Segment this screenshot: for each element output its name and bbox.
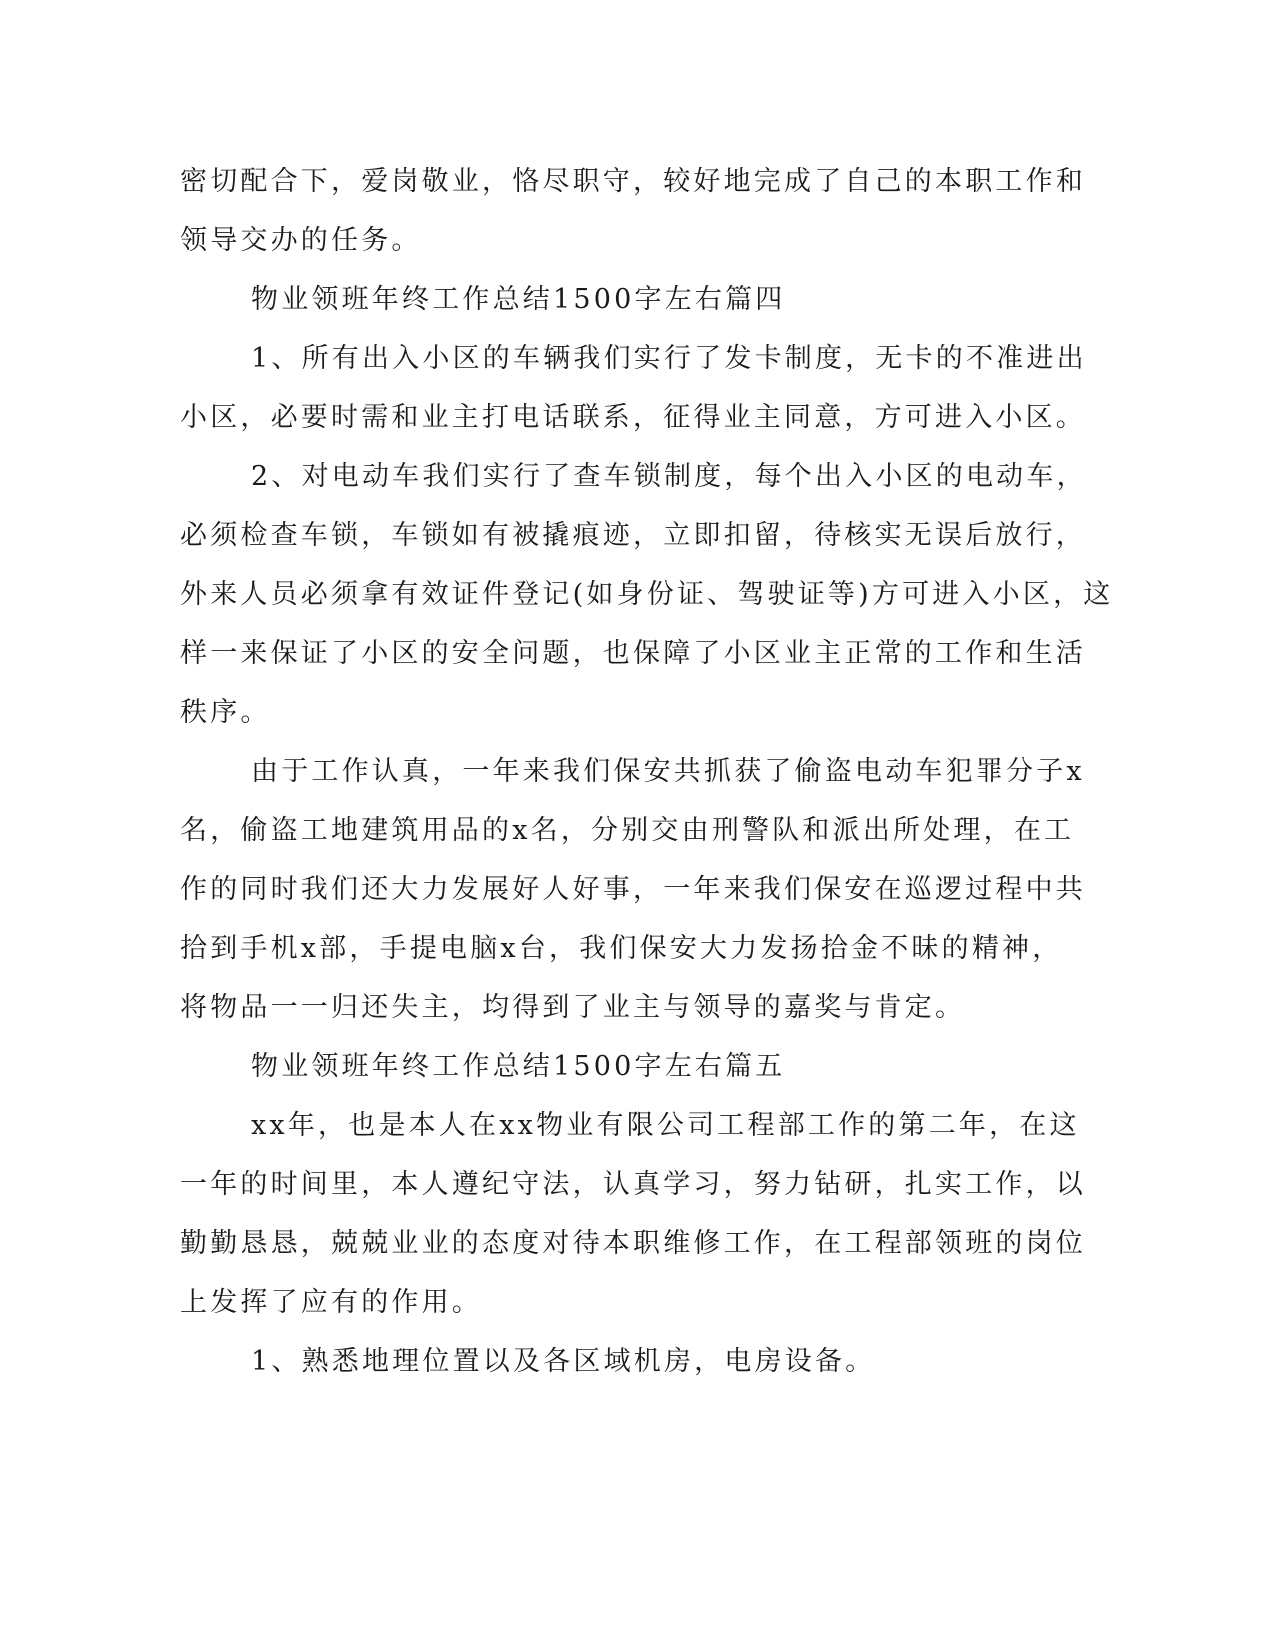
- text-line: 2、对电动车我们实行了查车锁制度，每个出入小区的电动车，: [251, 461, 1087, 492]
- text-line: 上发挥了应有的作用。: [180, 1287, 482, 1318]
- document-body: [180, 152, 1114, 1391]
- text-line: 1、熟悉地理位置以及各区域机房，电房设备。: [251, 1346, 876, 1377]
- text-line: 一年的时间里，本人遵纪守法，认真学习，努力钻研，扎实工作，以: [180, 1169, 1086, 1200]
- text-line: 1、所有出入小区的车辆我们实行了发卡制度，无卡的不准进出: [251, 343, 1087, 374]
- text-line: 样一来保证了小区的安全问题，也保障了小区业主正常的工作和生活: [180, 638, 1086, 669]
- text-line: 小区，必要时需和业主打电话联系，征得业主同意，方可进入小区。: [180, 402, 1086, 433]
- text-line: 由于工作认真，一年来我们保安共抓获了偷盗电动车犯罪分子x: [251, 756, 1085, 787]
- text-line: 外来人员必须拿有效证件登记(如身份证、驾驶证等)方可进入小区，这: [180, 579, 1114, 610]
- text-line: 勤勤恳恳，兢兢业业的态度对待本职维修工作，在工程部领班的岗位: [180, 1228, 1086, 1259]
- text-line: 必须检查车锁，车锁如有被撬痕迹，立即扣留，待核实无误后放行，: [180, 520, 1086, 551]
- text-line: 密切配合下，爱岗敬业，恪尽职守，较好地完成了自己的本职工作和: [180, 166, 1086, 197]
- text-line: 名，偷盗工地建筑用品的x名，分别交由刑警队和派出所处理，在工: [180, 815, 1075, 846]
- section-heading-4: 物业领班年终工作总结1500字左右篇四: [251, 284, 786, 315]
- text-line: 领导交办的任务。: [180, 225, 422, 256]
- text-line: 秩序。: [180, 697, 271, 728]
- text-line: xx年，也是本人在xx物业有限公司工程部工作的第二年，在这: [251, 1110, 1080, 1141]
- text-line: 将物品一一归还失主，均得到了业主与领导的嘉奖与肯定。: [180, 992, 966, 1023]
- text-line: 作的同时我们还大力发展好人好事，一年来我们保安在巡逻过程中共: [180, 874, 1086, 905]
- section-heading-5: 物业领班年终工作总结1500字左右篇五: [251, 1051, 786, 1082]
- text-line: 拾到手机x部，手提电脑x台，我们保安大力发扬拾金不昧的精神，: [180, 933, 1063, 964]
